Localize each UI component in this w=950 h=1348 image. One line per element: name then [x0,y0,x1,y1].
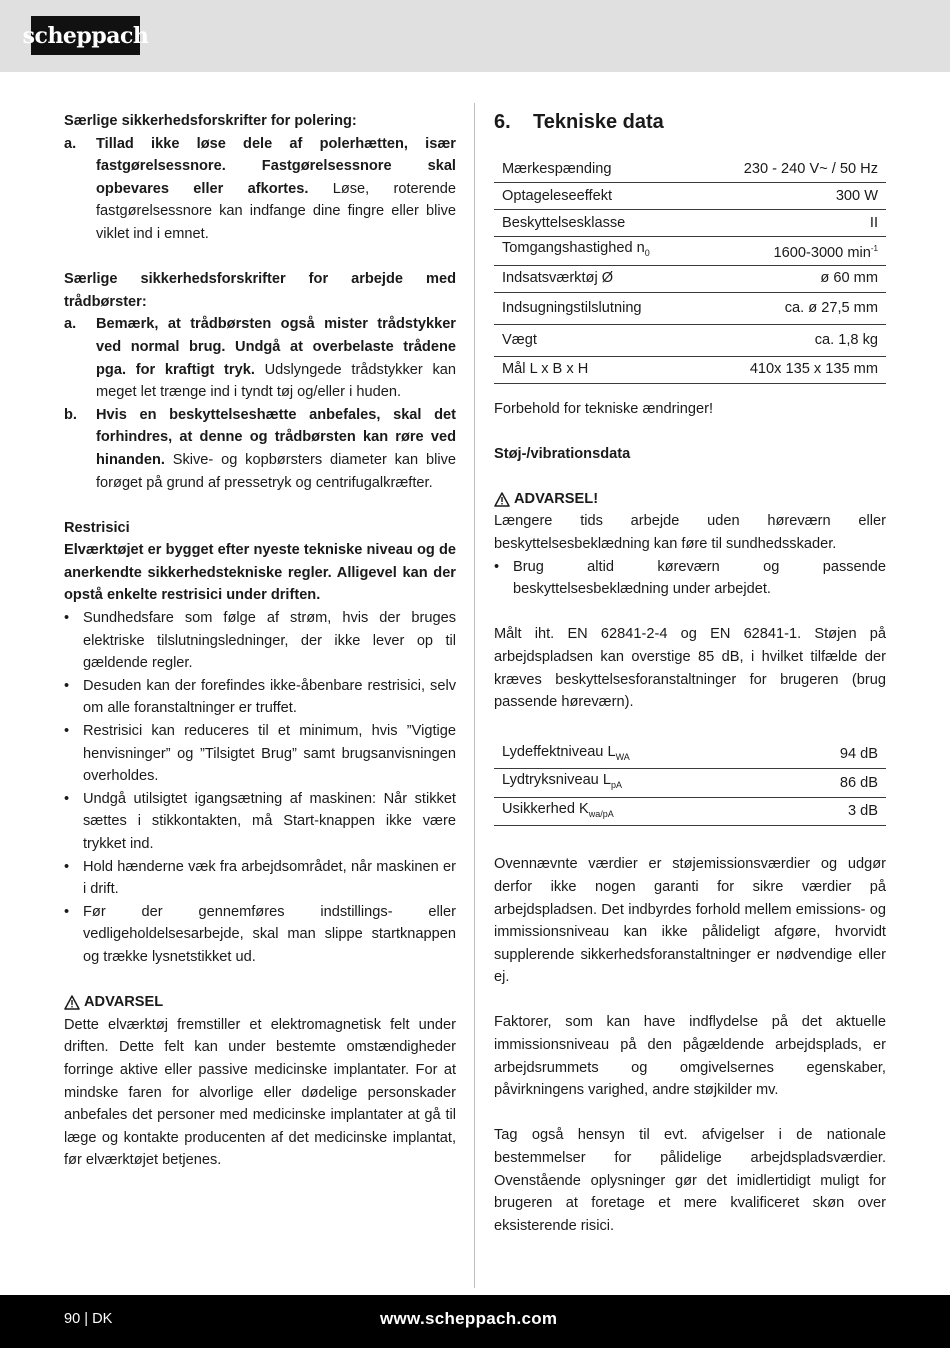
spec-table [494,156,886,384]
warning-heading: ADVARSEL [64,991,456,1014]
bullet: • [494,558,500,575]
brush-heading: Særlige sikkerhedsforskrifter for arbejde med trådbørster: [64,271,456,310]
noise-heading: Støj-/vibrationsdata [494,445,631,462]
reservation-note: Forbehold for tekniske ændringer! [494,400,714,417]
warning-text: Dette elværktøj fremstiller et elektromagnetisk felt under driften. Dette felt kan under bestemte omstændigheder forringe aktive eller passive medicinske implantater. For at mindske faren for alvorlige eller dødelige personskader anbefales det personer med medicinske implantater at gå til læge og kontakte producenten af det medicinske implantat, før elværktøjet betjenes. [64,1016,456,1169]
bullet: • [64,903,70,920]
polish-heading: Særlige sikkerhedsforskrifter for polering: [64,113,357,129]
brush-item-b [64,404,456,494]
risk-item: • Før der gennemføres indstillings- eller vedligeholdelsesarbejde, skal man slippe startknappen og trække lysnetstikket ud. [64,901,456,969]
left-column [64,110,456,1172]
item-marker: a. [64,316,77,333]
measured-text: Målt iht. EN 62841-2-4 og EN 62841-1. Støjen på arbejdspladsen kan overstige 85 dB, i hvilket tilfælde der kræves beskyttelsesforanstaltninger for brugeren (brug passende høreværn). [494,626,886,711]
warning-triangle-icon [64,995,80,1010]
noise-row: Lydeffektniveau $L_{WA}$ 94 dB [494,741,886,769]
warning-triangle-icon [494,492,510,507]
bullet: • [64,610,70,627]
bullet: • [64,723,70,740]
risk-item: • Desuden kan der forefindes ikke-åbenbare restrisici, selv om alle foranstaltninger er truffet. [64,675,456,720]
brush-b-bold: Hvis en beskyttelseshætte anbefales, skal det forhindres, at denne og trådbørsten kan røre ved hinanden. [96,406,456,468]
brush-a-text: Udslyngede trådstykker kan meget let trænge ind i tyndt tøj og/eller i huden. [96,361,456,401]
paragraph: Faktorer, som kan have indflydelse på det aktuelle immissionsniveau på den pågældende arbejdsplads, er arbejdsrummets og omgivelsernes egenskaber, påvirkningens varighed, andre støjkilder mv. [494,1014,886,1099]
brush-a-bold: Bemærk, at trådbørsten også mister trådstykker ved normal brug. Undgå at overbelaste trådene pga. for kraftigt tryk. [96,316,456,378]
brush-b-text: Skive- og kopbørsters diameter kan blive forøget på grund af pressetryk og centrifugalkræfter. [96,451,456,491]
spec-row: Mærkespænding 230 - 240 V~ / 50 Hz [494,156,886,183]
warning-bullet: • Brug altid køreværn og passende beskyttelsesbeklædning under arbejdet. [494,556,886,601]
spec-row: Optageleseeffekt 300 W [494,183,886,210]
polish-item-a [64,133,456,246]
noise-row: Lydtryksniveau $L_{pA}$ 86 dB [494,769,886,798]
warning-heading: ADVARSEL! [494,488,886,511]
spec-row: Vægt ca. 1,8 kg [494,324,886,356]
risk-heading: Restrisici [64,519,130,536]
risk-item: • Sundhedsfare som følge af strøm, hvis der bruges elektriske tilslutningsledninger, der ikke lever op til gældende regler. [64,607,456,675]
scheppach-logo: scheppach [31,16,140,55]
spec-row: Tomgangshastighed $n_0$ 1600-3000 $\min^{-1}$ [494,237,886,266]
column-divider [474,103,475,1288]
risk-item: • Restrisici kan reduceres til et minimum, hvis ”Vigtige henvisninger” og ”Tilsigtet Brug” samt brugsanvisningen overholdes. [64,720,456,788]
paragraph: Ovennævnte værdier er støjemissionsværdier og udgør derfor ikke nogen garanti for sikre værdier på arbejdspladsen. Det indbyrdes forhold mellem emissions- og immissionsniveau kan ikke pålideligt afgøre, hvorvidt supplerende sikkerhedsforanstaltninger er nødvendige eller ej. [494,856,886,986]
risk-intro: Elværktøjet er bygget efter nyeste tekniske niveau og de anerkendte sikkerhedstekniske regler. Alligevel kan der opstå enkelte restrisici under driften. [64,542,456,604]
noise-table [494,741,886,827]
page-number: 90 | DK [64,1311,113,1327]
noise-row: Usikkerhed $K_{wa/pA}$ 3 dB [494,797,886,826]
bullet: • [64,677,70,694]
header-bar [0,0,950,72]
bullet: • [64,790,70,807]
footer-bar [0,1295,950,1348]
item-marker: a. [64,135,77,152]
spec-row: Indsatsværktøj Ø ø 60 mm [494,265,886,292]
spec-row: Beskyttelsesklasse II [494,210,886,237]
polish-a-bold: Tillad ikke løse dele af polerhætten, især fastgørelsessnore. Fastgørelsessnore skal opbevares eller afkortes. [96,135,456,197]
spec-row: Indsugningstilslutning ca. ø 27,5 mm [494,292,886,324]
spec-row: Mål L x B x H 410x 135 x 135 mm [494,356,886,383]
risk-item: • Undgå utilsigtet igangsætning af maskinen: Når stikket sættes i stikkontakten, må Start-knappen ikke være trykket ind. [64,788,456,856]
polish-a-text: Løse, roterende fastgørelsessnore kan indfange dine fingre eller blive viklet ind i emnet. [96,180,456,242]
item-marker: b. [64,406,77,423]
warning-text: Længere tids arbejde uden høreværn eller beskyttelsesbeklædning kan føre til sundhedsskader. [494,513,886,553]
section-title: 6. Tekniske data [494,111,664,133]
brush-item-a [64,313,456,403]
bullet: • [64,858,70,875]
right-column [494,110,886,1237]
risk-item: • Hold hænderne væk fra arbejdsområdet, når maskinen er i drift. [64,856,456,901]
paragraph: Tag også hensyn til evt. afvigelser i de nationale bestemmelser for pålidelige arbejdspladsværdier. Ovenstående oplysninger gør det imidlertidigt muligt for brugeren at foretage et mere kvalificeret skøn over eksisterende risici. [494,1127,886,1234]
website-link[interactable]: www.scheppach.com [380,1309,558,1328]
